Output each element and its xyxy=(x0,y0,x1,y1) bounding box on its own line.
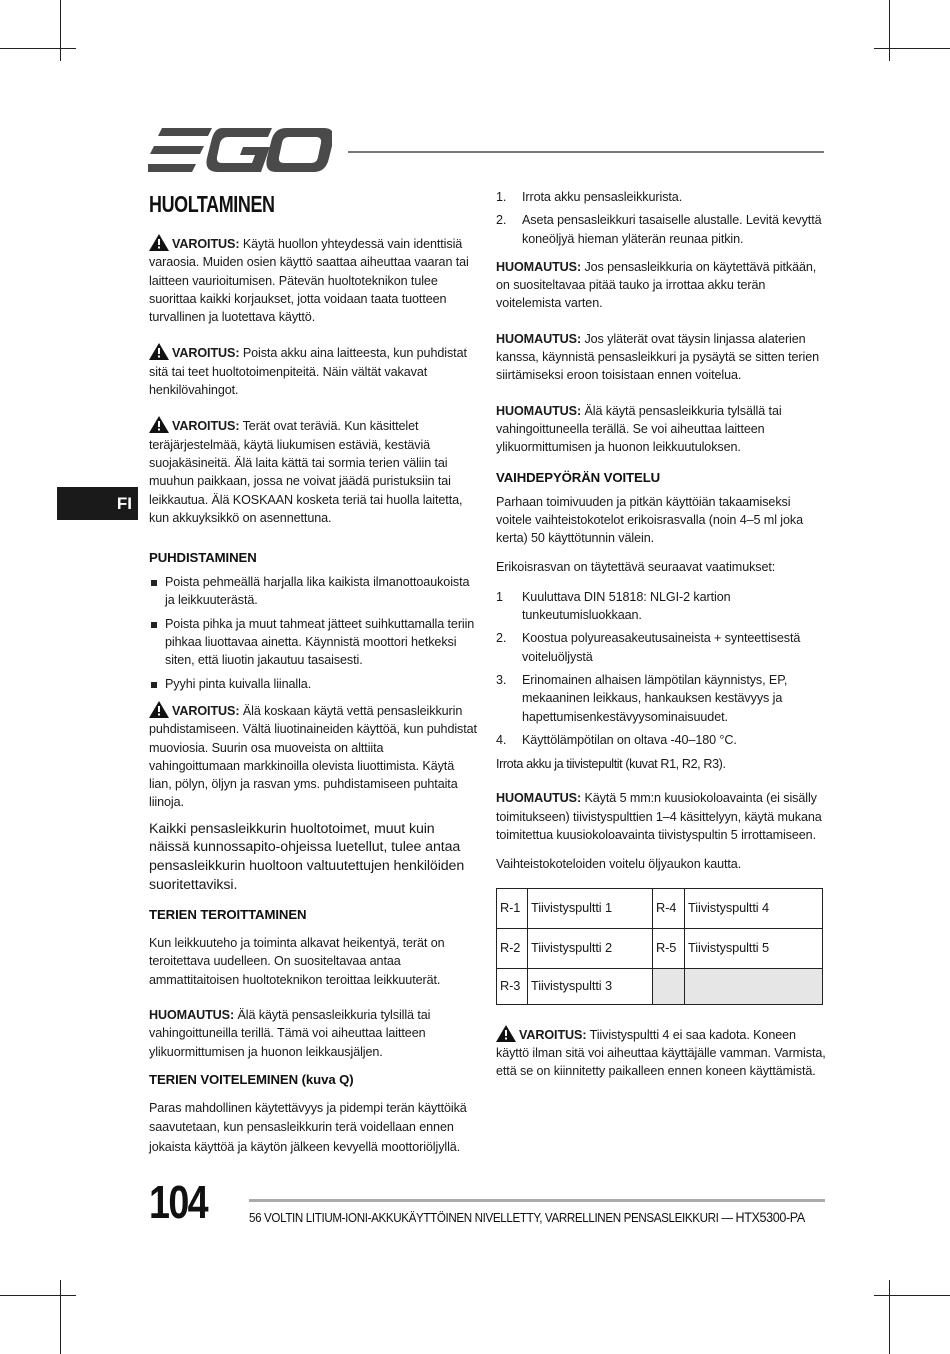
note-block: HUOMAUTUS: Jos pensasleikkuria on käytettävä pitkään, on suositeltavaa pitää tauko ja irrottaa akku terän voitelemista varten. xyxy=(496,259,817,311)
table-row xyxy=(497,928,823,968)
crop-mark xyxy=(0,48,76,49)
sharpening-heading: TERIEN TEROITTAMINEN xyxy=(149,907,307,923)
crop-mark xyxy=(874,1295,950,1296)
table-cell: Tiivistyspultti 3 xyxy=(528,968,653,1004)
gear-text: Parhaan toimivuuden ja pitkän käyttöiän takaamiseksi voitele vaihteistokotelot erikoisrasvalla (noin 4–5 ml joka kerta) 50 käyttötunnin välein. xyxy=(496,494,804,546)
footer-text: 56 VOLTIN LITIUM-IONI-AKKUKÄYTTÖINEN NIVELLETTY, VARRELLINEN PENSASLEIKKURI — HTX5300-PA xyxy=(249,1210,805,1225)
gear-heading: VAIHDEPYÖRÄN VOITELU xyxy=(496,469,661,485)
note-block: HUOMAUTUS: Älä käytä pensasleikkuria tylsillä tai vahingoittuneilla terillä. Tämä voi aiheuttaa laitteen ylikuormittumisen ja huonon leikkausjäljen. xyxy=(149,1007,431,1059)
table-cell: R-1 xyxy=(497,888,528,928)
lubrication-heading: TERIEN VOITELEMINEN (kuva Q) xyxy=(149,1071,354,1087)
crop-mark xyxy=(874,48,950,49)
service-paragraph: Kaikki pensasleikkurin huoltotoimet, muut kuin näissä kunnossapito-ohjeissa luetellut, tulee antaa pensasleikkurin huoltoon valtuutettujen henkilöiden suoritettaviksi. xyxy=(149,820,465,893)
page-number: 104 xyxy=(149,1176,208,1228)
footer-rule xyxy=(249,1199,825,1202)
table-cell: Tiivistyspultti 1 xyxy=(528,888,653,928)
remove-bolts-text: Irrota akku ja tiivistepultit (kuvat R1, R2, R3). xyxy=(496,757,726,772)
table-cell: R-5 xyxy=(653,928,685,968)
crop-mark xyxy=(60,1280,61,1354)
warning-block: VAROITUS: Poista akku aina laitteesta, kun puhdistat sitä tai teet huoltotoimenpiteitä. Näin vältät vakavat henkilövahingot. xyxy=(149,343,477,399)
crop-mark xyxy=(60,0,61,61)
header-rule xyxy=(348,151,824,153)
warning-icon xyxy=(149,234,169,251)
table-cell: R-3 xyxy=(497,968,528,1004)
table-cell-empty xyxy=(685,968,823,1004)
list-item: 4. Käyttölämpötilan on oltava -40–180 °C. xyxy=(496,732,737,747)
list-item: 2. Aseta pensasleikkuri tasaiselle alustalle. Levitä kevyttä koneöljyä hieman yläterän reunaa pitkin. xyxy=(496,213,822,246)
table-cell: R-4 xyxy=(653,888,685,928)
ego-logo xyxy=(148,128,332,172)
table-row xyxy=(497,968,823,1004)
crop-mark xyxy=(889,1280,890,1354)
requirements-list xyxy=(496,588,826,749)
warning-icon xyxy=(149,416,169,433)
warning-icon xyxy=(149,701,169,718)
warning-block: VAROITUS: Terät ovat teräviä. Kun käsittelet teräjärjestelmää, käytä liukumisen estäviä, kestäviä suojakäsineitä. Älä laita kättä tai sormia terien väliin tai muuhun paikkaan, jossa ne voivat jäädä puristuksiin tai leikkautua. Älä KOSKAAN kosketa teriä tai huolla laitetta, kun akkuyksikkö on asennettuna. xyxy=(149,416,477,527)
note-block: HUOMAUTUS: Käytä 5 mm:n kuusiokoloavainta (ei sisälly toimitukseen) tiivistyspulttien 1–4 käsittelyyn, käytä mukana toimitettua kuusiokoloavainta tiivistyspultin 5 irrottamiseen. xyxy=(496,791,822,843)
list-item: 3. Erinomainen alhaisen lämpötilan käynnistys, EP, mekaaninen leikkaus, hankauksen kestävyys ja hapettumisenkestävyysominaisuudet. xyxy=(496,672,788,724)
note-block: HUOMAUTUS: Jos yläterät ovat täysin linjassa alaterien kanssa, käynnistä pensasleikkuri ja pysäytä se sitten terien siirtämiseksi eroon toisistaan ennen voitelua. xyxy=(496,331,820,383)
table-cell: Tiivistyspultti 2 xyxy=(528,928,653,968)
table-cell: R-2 xyxy=(497,928,528,968)
list-item: 1. Irrota akku pensasleikkurista. xyxy=(496,190,683,204)
warning-block: VAROITUS: Käytä huollon yhteydessä vain identtisiä varaosia. Muiden osien käyttö saattaa aiheuttaa vaaran tai laitteen vaurioitumisen. Pätevän huoltoteknikon tulee suorittaa kaikki korjaukset, jotta voidaan taata tuotteen turvallinen ja luotettava käyttö. xyxy=(149,234,477,326)
warning-block: VAROITUS: Tiivistyspultti 4 ei saa kadota. Koneen käyttö ilman sitä voi aiheuttaa käyttäjälle vamman. Varmista, että se on kiinnitetty paikalleen ennen koneen käyttämistä. xyxy=(496,1025,826,1081)
table-row xyxy=(497,888,823,928)
list-item: 1 Kuuluttava DIN 51818: NLGI-2 kartion tunkeutumisluokkaan. xyxy=(496,589,731,623)
section-title: HUOLTAMINEN xyxy=(149,191,275,217)
list-item: Pyyhi pinta kuivalla liinalla. xyxy=(149,675,477,693)
crop-mark xyxy=(0,1295,76,1296)
warning-icon xyxy=(496,1025,516,1042)
table-cell: Tiivistyspultti 5 xyxy=(685,928,823,968)
table-cell: Tiivistyspultti 4 xyxy=(685,888,823,928)
right-column xyxy=(496,188,826,1098)
oil-paragraph: Vaihteistokoteloiden voitelu öljyaukon kautta. xyxy=(496,857,742,872)
requirements-intro: Erikoisrasvan on täytettävä seuraavat vaatimukset: xyxy=(496,560,776,575)
list-item: 2. Koostua polyureasakeutusaineista + synteettisestä voiteluöljystä xyxy=(496,631,801,664)
lubrication-text: Paras mahdollinen käytettävyys ja pidempi terän käyttöikä saavutetaan, kun pensasleikkurin terä voidellaan ennen jokaista käyttöä ja käytön jälkeen kevyellä moottoriöljyllä. xyxy=(149,1100,467,1154)
warning-block: VAROITUS: Älä koskaan käytä vettä pensasleikkurin puhdistamiseen. Vältä liuotinaineiden käyttöä, kun puhdistat muoviosia. Suurin osa muoveista on alttiita vahingoittumaan markkinoilla olevista liuottimista. Käytä lian, pölyn, öljyn ja rasvan yms. puhdistamiseen puhtaita liinoja. xyxy=(149,701,477,812)
list-item: Poista pihka ja muut tahmeat jätteet suihkuttamalla teriin pihkaa liuottavaa ainetta. Käynnistä moottori hetkeksi siten, että liuotin jakautuu tasaisesti. xyxy=(149,615,477,670)
parts-table xyxy=(496,888,823,1005)
sharpening-text: Kun leikkuuteho ja toiminta alkavat heikentyä, terät on teroitettava uudelleen. On suositeltavaa antaa ammattitaitoisen huoltoteknikon teroittaa leikkuuterät. xyxy=(149,936,445,987)
warning-icon xyxy=(149,343,169,360)
steps-list xyxy=(496,188,826,248)
language-tab: FI xyxy=(57,487,138,520)
model-number: HTX5300-PA xyxy=(735,1210,805,1225)
cleaning-list xyxy=(149,573,477,693)
note-block: HUOMAUTUS: Älä käytä pensasleikkuria tylsällä tai vahingoittuneella terällä. Se voi aiheuttaa laitteen ylikuormittumisen ja huonon leikkuutuloksen. xyxy=(496,403,782,455)
crop-mark xyxy=(889,0,890,61)
table-cell-empty xyxy=(653,968,685,1004)
cleaning-heading: PUHDISTAMINEN xyxy=(149,550,257,566)
left-column xyxy=(149,190,477,1174)
list-item: Poista pehmeällä harjalla lika kaikista ilmanottoaukoista ja leikkuuterästä. xyxy=(149,573,477,610)
